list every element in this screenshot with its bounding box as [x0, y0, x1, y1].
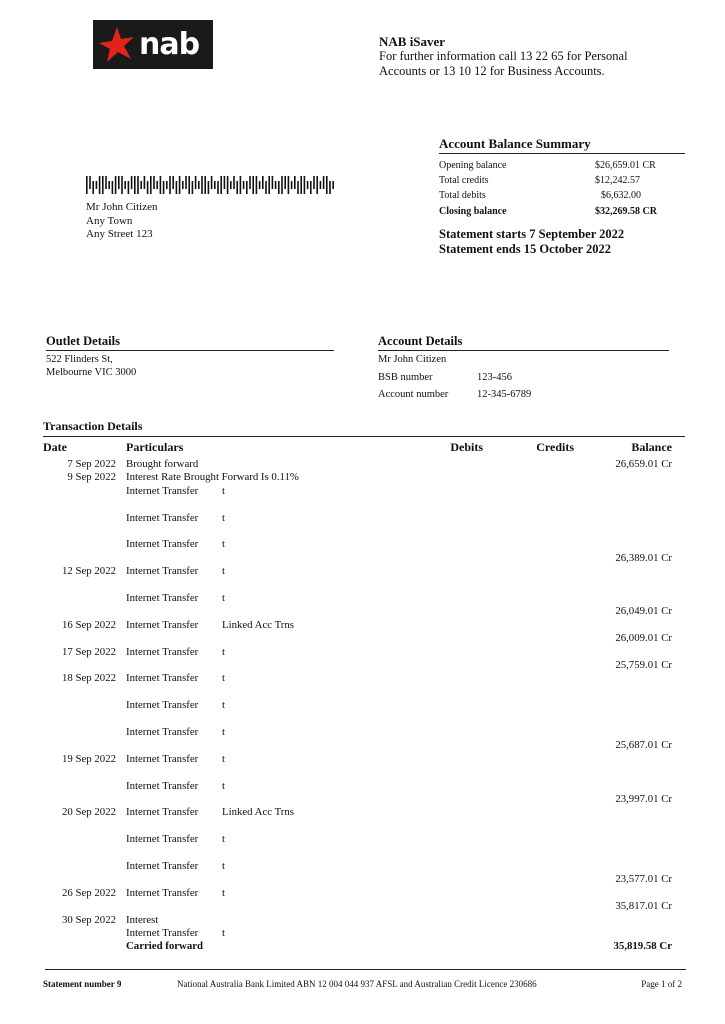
account-holder: Mr John Citizen	[378, 354, 447, 365]
barcode-bar	[163, 181, 165, 194]
barcode-bar	[329, 181, 331, 194]
txn-date: 12 Sep 2022	[62, 565, 116, 578]
barcode-bar	[294, 176, 296, 189]
barcode-bar	[291, 181, 293, 189]
table-row	[0, 646, 725, 659]
barcode-bar	[160, 176, 162, 194]
barcode-bar	[182, 181, 184, 189]
barcode-bar	[99, 176, 101, 194]
legal-text: National Australia Bank Limited ABN 12 004 044 937 AFSL and Australian Credit Licence 230686	[177, 979, 537, 989]
txn-link: Linked Acc Trns	[222, 618, 294, 631]
barcode-bar	[150, 176, 152, 194]
barcode-bar	[259, 181, 261, 189]
table-row	[0, 525, 725, 538]
col-credits: Credits	[536, 440, 574, 454]
mailing-address: Mr John Citizen Any Town Any Street 123	[86, 201, 158, 240]
txn-link: t	[222, 645, 225, 658]
table-row	[0, 552, 725, 565]
outlet-details-title: Outlet Details	[46, 334, 334, 351]
barcode-bar	[195, 176, 197, 189]
table-row	[0, 565, 725, 578]
summary-row-closing: Closing balance $32,269.58 CR	[439, 206, 657, 217]
txn-particulars: Internet Transfer	[126, 565, 199, 578]
txn-link: t	[222, 565, 225, 578]
table-row	[0, 887, 725, 900]
summary-row-credits: Total credits $12,242.57	[439, 175, 640, 186]
txn-date: 16 Sep 2022	[62, 618, 116, 631]
txn-date: 9 Sep 2022	[67, 471, 116, 484]
table-row	[0, 833, 725, 846]
barcode-bar	[233, 176, 235, 189]
barcode-bar	[156, 181, 158, 189]
barcode-bar	[281, 176, 283, 194]
logo-text: nab	[139, 26, 200, 62]
table-row	[0, 793, 725, 806]
barcode-bar	[89, 176, 91, 189]
statement-dates: Statement starts 7 September 2022 Statement ends 15 October 2022	[439, 227, 625, 256]
barcode-bar	[227, 176, 229, 194]
table-row	[0, 940, 725, 953]
table-row	[0, 592, 725, 605]
barcode-bar	[262, 176, 264, 189]
table-row	[0, 579, 725, 592]
table-row	[0, 766, 725, 779]
txn-balance: 25,687.01 Cr	[615, 739, 672, 752]
barcode-bar	[192, 181, 194, 194]
txn-link: t	[222, 511, 225, 524]
txn-balance: 35,819.58 Cr	[613, 940, 672, 953]
table-row	[0, 471, 725, 484]
txn-date: 30 Sep 2022	[62, 913, 116, 926]
barcode-bar	[147, 181, 149, 194]
txn-link: t	[222, 860, 225, 872]
txn-link: t	[222, 833, 225, 846]
page-number: Page 1 of 2	[641, 979, 682, 989]
barcode-bar	[246, 181, 248, 194]
txn-date: 20 Sep 2022	[62, 806, 116, 819]
txn-particulars: Interest	[126, 913, 159, 926]
txn-date: 18 Sep 2022	[62, 672, 116, 685]
barcode-bar	[208, 181, 210, 194]
txn-date: 17 Sep 2022	[62, 645, 116, 658]
barcode-bar	[230, 181, 232, 189]
table-row	[0, 806, 725, 819]
barcode-bar	[288, 176, 290, 194]
postal-barcode	[86, 176, 338, 194]
barcode-bar	[268, 176, 270, 194]
txn-particulars: Internet Transfer	[126, 726, 199, 738]
barcode-bar	[115, 176, 117, 194]
txn-particulars: Internet Transfer	[126, 538, 199, 551]
table-row	[0, 538, 725, 551]
txn-link: t	[222, 886, 225, 899]
txn-link: t	[222, 538, 225, 551]
txn-particulars: Internet Transfer	[126, 752, 199, 765]
txn-particulars: Internet Transfer	[126, 484, 199, 497]
barcode-bar	[307, 181, 309, 189]
transaction-details-title: Transaction Details	[43, 419, 685, 437]
barcode-bar	[249, 176, 251, 189]
barcode-bar	[144, 176, 146, 189]
txn-particulars: Internet Transfer	[126, 806, 199, 819]
account-number: Account number 12-345-6789	[378, 389, 532, 400]
barcode-bar	[252, 176, 254, 194]
txn-link: t	[222, 592, 225, 604]
txn-particulars: Internet Transfer	[126, 645, 199, 658]
txn-date: 19 Sep 2022	[62, 752, 116, 765]
barcode-bar	[320, 181, 322, 189]
barcode-bar	[179, 176, 181, 194]
outlet-address: 522 Flinders St, Melbourne VIC 3000	[46, 354, 137, 378]
barcode-bar	[313, 176, 315, 189]
barcode-bar	[243, 181, 245, 189]
col-balance: Balance	[631, 440, 672, 454]
txn-particulars: Internet Transfer	[126, 833, 199, 846]
txn-link: t	[222, 726, 225, 738]
table-row	[0, 726, 725, 739]
txn-link: t	[222, 672, 225, 685]
txn-balance: 35,817.01 Cr	[615, 900, 672, 913]
barcode-bar	[185, 176, 187, 189]
barcode-bar	[86, 176, 88, 194]
txn-balance: 23,577.01 Cr	[615, 873, 672, 886]
txn-balance: 25,759.01 Cr	[615, 659, 672, 671]
barcode-bar	[137, 176, 139, 194]
txn-particulars: Interest Rate Brought Forward Is 0.11%	[126, 471, 299, 484]
table-row	[0, 873, 725, 886]
barcode-bar	[265, 181, 267, 194]
summary-title: Account Balance Summary	[439, 136, 685, 154]
table-row	[0, 686, 725, 699]
txn-particulars: Brought forward	[126, 458, 199, 470]
table-row	[0, 699, 725, 712]
table-row	[0, 780, 725, 793]
barcode-bar	[326, 176, 328, 194]
txn-link: t	[222, 752, 225, 765]
table-row	[0, 512, 725, 525]
footer-divider	[45, 969, 686, 970]
txn-link: t	[222, 699, 225, 712]
barcode-bar	[198, 181, 200, 189]
table-row	[0, 900, 725, 913]
col-debits: Debits	[450, 440, 483, 454]
barcode-bar	[224, 176, 226, 189]
txn-balance: 26,659.01 Cr	[615, 458, 672, 470]
table-row	[0, 847, 725, 860]
txn-particulars: Internet Transfer	[126, 779, 199, 792]
barcode-bar	[278, 181, 280, 194]
barcode-bar	[128, 181, 130, 194]
barcode-bar	[220, 176, 222, 194]
barcode-bar	[201, 176, 203, 194]
barcode-bar	[304, 176, 306, 194]
barcode-bar	[214, 181, 216, 189]
txn-date: 7 Sep 2022	[67, 458, 116, 470]
txn-balance: 26,389.01 Cr	[615, 551, 672, 564]
barcode-bar	[240, 176, 242, 194]
table-row	[0, 605, 725, 618]
txn-balance: 26,009.01 Cr	[615, 632, 672, 645]
txn-particulars: Internet Transfer	[126, 672, 199, 685]
table-row	[0, 713, 725, 726]
txn-particulars: Internet Transfer	[126, 592, 199, 604]
summary-row-opening: Opening balance $26,659.01 CR	[439, 160, 656, 171]
table-row	[0, 860, 725, 873]
barcode-bar	[108, 181, 110, 189]
barcode-bar	[272, 176, 274, 189]
txn-link: Linked Acc Trns	[222, 806, 294, 819]
table-row	[0, 753, 725, 766]
barcode-bar	[172, 176, 174, 189]
statement-number: Statement number 9	[43, 979, 122, 989]
barcode-bar	[323, 176, 325, 189]
barcode-bar	[131, 176, 133, 189]
barcode-bar	[275, 181, 277, 189]
nab-star-icon	[97, 25, 137, 65]
barcode-bar	[124, 181, 126, 189]
barcode-bar	[332, 181, 334, 189]
table-row	[0, 485, 725, 498]
barcode-bar	[204, 176, 206, 194]
barcode-bar	[211, 176, 213, 189]
barcode-bar	[310, 181, 312, 194]
barcode-bar	[166, 181, 168, 189]
txn-particulars: Internet Transfer	[126, 927, 199, 939]
txn-balance: 23,997.01 Cr	[615, 793, 672, 805]
barcode-bar	[92, 181, 94, 194]
table-row	[0, 820, 725, 833]
txn-particulars: Internet Transfer	[126, 699, 199, 712]
barcode-bar	[134, 176, 136, 194]
barcode-bar	[121, 176, 123, 194]
table-row	[0, 659, 725, 672]
txn-balance: 26,049.01 Cr	[615, 605, 672, 618]
txn-link: t	[222, 779, 225, 792]
barcode-bar	[169, 176, 171, 194]
txn-particulars: Internet Transfer	[126, 860, 199, 872]
table-row	[0, 632, 725, 645]
barcode-bar	[284, 176, 286, 189]
barcode-bar	[153, 176, 155, 189]
txn-date: 26 Sep 2022	[62, 886, 116, 899]
barcode-bar	[96, 181, 98, 189]
txn-link: t	[222, 927, 225, 939]
txn-particulars: Internet Transfer	[126, 886, 199, 899]
txn-particulars: Carried forward	[126, 940, 204, 953]
barcode-bar	[112, 181, 114, 194]
table-row	[0, 619, 725, 632]
product-name: NAB iSaver	[379, 34, 446, 49]
txn-particulars: Internet Transfer	[126, 618, 199, 631]
table-row	[0, 498, 725, 511]
table-row	[0, 914, 725, 927]
barcode-bar	[300, 176, 302, 194]
table-row	[0, 458, 725, 471]
col-date: Date	[43, 440, 67, 454]
account-details-title: Account Details	[378, 334, 669, 351]
txn-particulars: Internet Transfer	[126, 511, 199, 524]
table-row	[0, 672, 725, 685]
col-particulars: Particulars	[126, 440, 184, 454]
txn-link: t	[222, 484, 225, 497]
summary-row-debits: Total debits $6,632.00	[439, 190, 641, 201]
barcode-bar	[316, 176, 318, 194]
barcode-bar	[297, 181, 299, 194]
barcode-bar	[176, 181, 178, 194]
barcode-bar	[118, 176, 120, 189]
barcode-bar	[217, 181, 219, 194]
barcode-bar	[256, 176, 258, 194]
barcode-bar	[188, 176, 190, 194]
account-bsb: BSB number 123-456	[378, 372, 512, 383]
table-row	[0, 739, 725, 752]
barcode-bar	[102, 176, 104, 194]
barcode-bar	[236, 181, 238, 194]
table-row	[0, 927, 725, 940]
barcode-bar	[140, 181, 142, 189]
contact-info: For further information call 13 22 65 for Personal Accounts or 13 10 12 for Business Accounts.	[379, 49, 628, 78]
barcode-bar	[105, 176, 107, 189]
nab-logo	[93, 20, 213, 69]
